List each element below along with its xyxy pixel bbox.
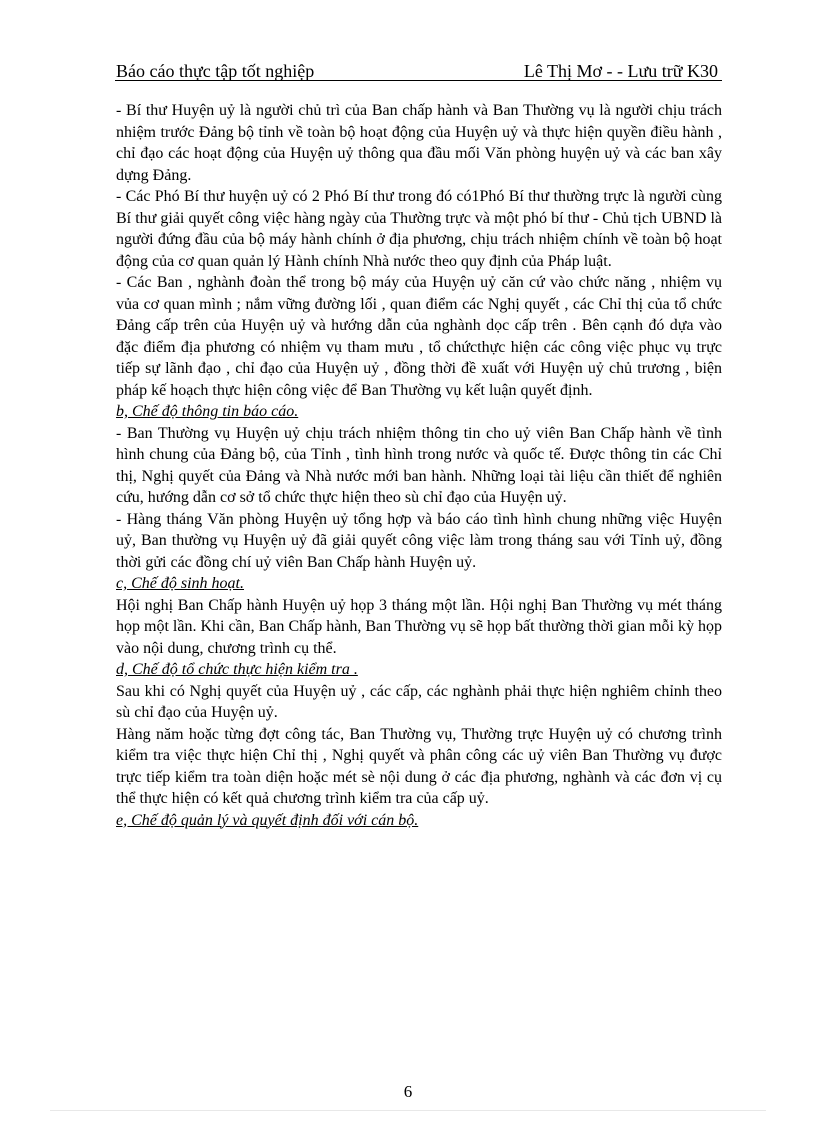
page-number: 6 [403, 1082, 413, 1101]
paragraph-cac-ban: - Các Ban , nghành đoàn thể trong bộ máy của Huyện uỷ căn cứ vào chức năng , nhiệm vụ vủa cơ quan mình ; nắm vững đường lối , quan điểm các Nghị quyết , các Chỉ thị của tổ chức Đảng cấp trên của Huyện uỷ và hướng dẫn của nghành dọc cấp trên . Bên cạnh đó dựa vào đặc điểm địa phương có nhiệm vụ tham mưu , tổ chứcthực hiện các công việc phục vụ trực tiếp sự lãnh đạo , chỉ đạo của Huyện uỷ , đồng thời đề xuất với Huyện uỷ chủ trương , biện pháp kế hoạch thực hiện công việc để Ban Thường vụ kết luận quyết định. [116, 274, 722, 399]
paragraph-hang-thang: - Hàng tháng Văn phòng Huyện uỷ tổng hợp và báo cáo tình hình chung những việc Huyện uỷ, Ban thường vụ Huyện uỷ đã giải quyết công việc làm trong tháng sau với Tỉnh uỷ, đồng thời gửi các đồng chí uỷ viên Ban Chấp hành Huyện uỷ. [116, 510, 722, 571]
section-heading-e: e, Chế độ quản lý và quyết định đối với cán bộ. [116, 811, 419, 829]
paragraph-hoi-nghi: Hội nghị Ban Chấp hành Huyện uỷ họp 3 tháng một lần. Hội nghị Ban Thường vụ mét tháng họp một lần. Khi cần, Ban Chấp hành, Ban Thường vụ sẽ họp bất thường thời gian mỗi kỳ họp vào nội dung, chương trình cụ thể. [116, 596, 722, 657]
header-author: Lê Thị Mơ - - Lưu trữ K30 [523, 61, 718, 81]
header-title: Báo cáo thực tập tốt nghiệp [116, 61, 315, 81]
page-bottom-edge [50, 1110, 766, 1111]
section-heading-c: c, Chế độ sinh hoạt. [116, 575, 244, 592]
section-heading-b: b, Chế độ thông tin báo cáo. [116, 403, 299, 420]
paragraph-sau-khi: Sau khi có Nghị quyết của Huyện uỷ , các cấp, các nghành phải thực hiện nghiêm chỉnh theo sù chỉ đạo của Huyện uỷ. [116, 682, 722, 721]
document-body [116, 100, 722, 831]
section-heading-d: d, Chế độ tổ chức thực hiện kiểm tra . [116, 661, 358, 678]
paragraph-pho-bi-thu: - Các Phó Bí thư huyện uỷ có 2 Phó Bí thư trong đó có1Phó Bí thư thường trực là người cùng Bí thư giải quyết công việc hàng ngày của Thường trực và một phó bí thư - Chủ tịch UBND là người đứng đầu của bộ máy hành chính ở địa phương, chịu trách nhiệm chính về toàn bộ hoạt động của cơ quan quản lý Hành chính Nhà nước theo quy định của Pháp luật. [116, 188, 722, 270]
header-divider [115, 80, 722, 81]
page-header [110, 60, 718, 86]
paragraph-bi-thu: - Bí thư Huyện uỷ là người chủ trì của Ban chấp hành và Ban Thường vụ là người chịu trách nhiệm trước Đảng bộ tỉnh về toàn bộ hoạt động của Huyện uỷ và thực hiện quyền điều hành , chỉ đạo các hoạt động của Huyện uỷ thông qua đầu mối Văn phòng huyện uỷ và các ban xây dựng Đảng. [116, 102, 722, 184]
paragraph-hang-nam: Hàng năm hoặc từng đợt công tác, Ban Thường vụ, Thường trực Huyện uỷ có chương trình kiểm tra việc thực hiện Chỉ thị , Nghị quyết và phân công các uỷ viên Ban Thường vụ được trực tiếp kiểm tra toàn diện hoặc mét sè nội dung ở các địa phương, nghành và các đơn vị cụ thể thực hiện có kết quả chương trình kiểm tra của cấp uỷ. [116, 725, 722, 807]
paragraph-ban-thuong-vu: - Ban Thường vụ Huyện uỷ chịu trách nhiệm thông tin cho uỷ viên Ban Chấp hành về tình hình chung của Đảng bộ, của Tỉnh , tình hình trong nước và quốc tế. Được thông tin các Chỉ thị, Nghị quyết của Đảng và Nhà nước mới ban hành. Những loại tài liệu cần thiết để nghiên cứu, hướng dẫn cơ sở tổ chức thực hiện theo sù chỉ đạo của Huyện uỷ. [116, 424, 722, 506]
